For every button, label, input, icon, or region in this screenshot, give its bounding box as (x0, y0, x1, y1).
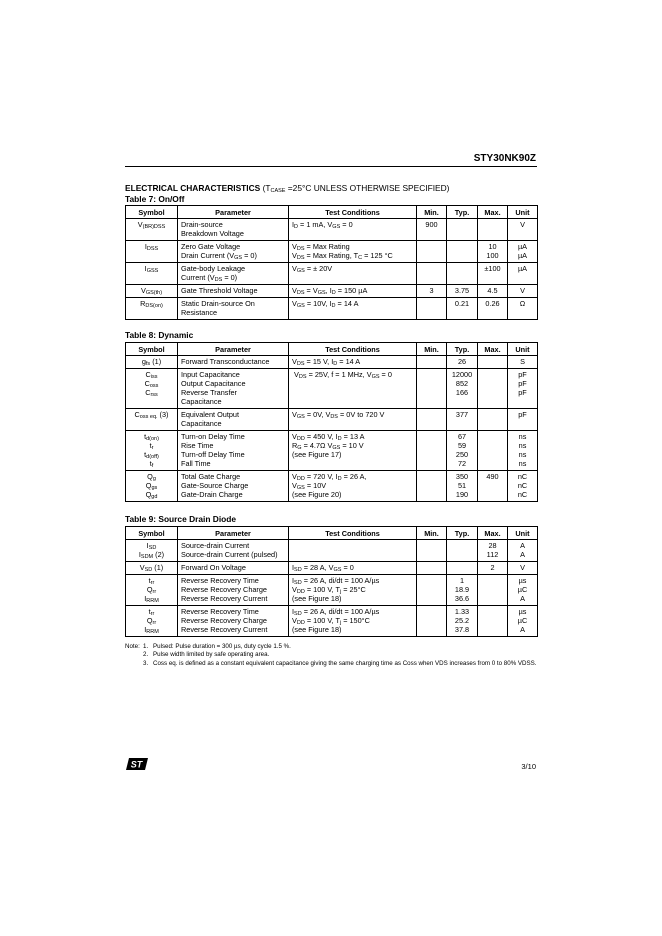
min-cell: 900 (417, 219, 447, 241)
typ-cell (447, 540, 478, 562)
table-row (126, 219, 538, 241)
max-cell: 2 (478, 562, 508, 575)
table-row (126, 356, 538, 369)
max-cell: 0.26 (478, 298, 508, 320)
cond-cell: $I_D = 1$ mA, $V_{GS} = 0$ (289, 219, 417, 241)
cond-cell: $V_{DS}$ = Max Rating $V_{DS}$ = Max Rating, $T_C = 125$ °C (289, 241, 417, 263)
typ-cell: 1.33 25.2 37.8 (447, 606, 478, 637)
table-source-drain-diode (125, 526, 538, 637)
min-cell (417, 263, 447, 285)
unit-cell: S (508, 356, 538, 369)
typ-cell (447, 219, 478, 241)
unit-cell: nC nC nC (508, 471, 538, 502)
symbol-cell: $I_{GSS}$ (126, 263, 178, 285)
note-number: 3. (143, 659, 149, 667)
note-item (125, 643, 545, 651)
unit-cell: V (508, 562, 538, 575)
cond-cell: $V_{DD} = 720$ V, $I_D = 26$ A, $V_{GS} = 10V$ (see Figure 20) (289, 471, 417, 502)
table-row (126, 285, 538, 298)
col-test-conditions: Test Conditions (289, 343, 417, 356)
unit-cell: A A (508, 540, 538, 562)
col-max: Max. (478, 206, 508, 219)
typ-cell: 0.21 (447, 298, 478, 320)
max-cell (478, 575, 508, 606)
symbol-cell: $C_{iss}$ $C_{oss}$ $C_{rss}$ (126, 369, 178, 409)
symbol-cell: $I_{DSS}$ (126, 241, 178, 263)
table-row (126, 263, 538, 285)
table-row (126, 431, 538, 471)
symbol-cell: $t_{rr}$ $Q_{rr}$ $I_{RRM}$ (126, 575, 178, 606)
typ-cell: 3.75 (447, 285, 478, 298)
cond-rest: =25°C UNLESS OTHERWISE SPECIFIED) (285, 183, 450, 193)
typ-cell: 377 (447, 409, 478, 431)
cond-cell: $V_{DS} = 25V$, f = 1 MHz, $V_{GS} = 0$ (289, 369, 417, 409)
min-cell (417, 356, 447, 369)
unit-cell: Ω (508, 298, 538, 320)
typ-cell: 12000 852 166 (447, 369, 478, 409)
cond-sub: CASE (270, 188, 286, 194)
min-cell (417, 298, 447, 320)
min-cell (417, 409, 447, 431)
table-row (126, 562, 538, 575)
symbol-cell: $Q_g$ $Q_{gs}$ $Q_{gd}$ (126, 471, 178, 502)
table-row (126, 241, 538, 263)
max-cell: 10 100 (478, 241, 508, 263)
min-cell (417, 431, 447, 471)
max-cell (478, 409, 508, 431)
unit-cell: µA (508, 263, 538, 285)
unit-cell: µs µC A (508, 606, 538, 637)
param-cell: Forward Transconductance (178, 356, 289, 369)
note-item (125, 651, 545, 659)
min-cell (417, 562, 447, 575)
note-spacer (125, 660, 143, 668)
typ-cell: 350 51 190 (447, 471, 478, 502)
min-cell (417, 575, 447, 606)
typ-cell: 67 59 250 72 (447, 431, 478, 471)
param-cell: Reverse Recovery Time Reverse Recovery Charge Reverse Recovery Current (178, 606, 289, 637)
col-min: Min. (417, 343, 447, 356)
cond-cell: $I_{SD} = 26$ A, di/dt = 100 A/µs $V_{DD} = 100$ V, $T_j = 25^\circ C$ (see Figure 18) (289, 575, 417, 606)
header-divider (125, 166, 537, 167)
table7-title: Table 7: On/Off (125, 194, 185, 204)
col-symbol: Symbol (126, 206, 178, 219)
symbol-cell: $V_{GS(th)}$ (126, 285, 178, 298)
typ-cell (447, 562, 478, 575)
table8-title: Table 8: Dynamic (125, 330, 194, 340)
col-max: Max. (478, 343, 508, 356)
part-number: STY30NK90Z (473, 153, 536, 164)
table-row (126, 471, 538, 502)
min-cell (417, 606, 447, 637)
note-number: 1. (143, 643, 149, 650)
note-text: Pulsed: Pulse duration = 300 µs, duty cycle 1.5 %. (153, 643, 291, 650)
typ-cell (447, 241, 478, 263)
min-cell (417, 540, 447, 562)
param-cell: Forward On Voltage (178, 562, 289, 575)
cond-cell: $V_{DS} = 15$ V, $I_D = 14$ A (289, 356, 417, 369)
typ-cell (447, 263, 478, 285)
unit-cell: µA µA (508, 241, 538, 263)
table-row (126, 369, 538, 409)
symbol-cell: $g_{fs}$ (1) (126, 356, 178, 369)
cond-cell: $V_{DD} = 450$ V, $I_D = 13$ A $R_G = 4.7\Omega$ $V_{GS} = 10$ V (see Figure 17) (289, 431, 417, 471)
max-cell (478, 431, 508, 471)
min-cell (417, 241, 447, 263)
param-cell: Static Drain-source On Resistance (178, 298, 289, 320)
cond-cell: $V_{GS} = 0V$, $V_{DS} = 0V$ to 720 V (289, 409, 417, 431)
cond-cell (289, 540, 417, 562)
cond-cell: $I_{SD} = 26$ A, di/dt = 100 A/µs $V_{DD} = 100$ V, $T_j = 150^\circ C$ (see Figure 18) (289, 606, 417, 637)
svg-text:ST: ST (130, 759, 143, 770)
cond-cell: $I_{SD} = 28$ A, $V_{GS} = 0$ (289, 562, 417, 575)
st-logo-icon (126, 758, 148, 770)
electrical-characteristics-title (125, 183, 449, 193)
col-parameter: Parameter (178, 527, 289, 540)
note-item (125, 660, 545, 668)
page-number: 3/10 (521, 762, 536, 771)
min-cell (417, 471, 447, 502)
max-cell: ±100 (478, 263, 508, 285)
table-row (126, 409, 538, 431)
col-max: Max. (478, 527, 508, 540)
param-cell: Gate Threshold Voltage (178, 285, 289, 298)
table-row (126, 606, 538, 637)
param-cell: Input Capacitance Output Capacitance Reverse Transfer Capacitance (178, 369, 289, 409)
cond-cell: $V_{GS}$ = ± 20V (289, 263, 417, 285)
col-symbol: Symbol (126, 527, 178, 540)
table-row (126, 298, 538, 320)
param-cell: Zero Gate Voltage Drain Current $(V_{GS} = 0)$ (178, 241, 289, 263)
unit-cell: pF pF pF (508, 369, 538, 409)
col-min: Min. (417, 206, 447, 219)
param-cell: Source-drain Current Source-drain Current (pulsed) (178, 540, 289, 562)
col-typ: Typ. (447, 343, 478, 356)
symbol-cell: $R_{DS(on)}$ (126, 298, 178, 320)
note-spacer (125, 651, 143, 659)
col-unit: Unit (508, 527, 538, 540)
param-cell: Turn-on Delay Time Rise Time Turn-off Delay Time Fall Time (178, 431, 289, 471)
col-parameter: Parameter (178, 206, 289, 219)
param-cell: Total Gate Charge Gate-Source Charge Gate-Drain Charge (178, 471, 289, 502)
param-cell: Drain-source Breakdown Voltage (178, 219, 289, 241)
symbol-cell: $I_{SD}$ $I_{SDM}$ (2) (126, 540, 178, 562)
symbol-cell: $V_{(BR)DSS}$ (126, 219, 178, 241)
col-unit: Unit (508, 206, 538, 219)
max-cell: 490 (478, 471, 508, 502)
table9-title: Table 9: Source Drain Diode (125, 514, 237, 524)
max-cell (478, 369, 508, 409)
symbol-cell: $C_{oss eq.}$ (3) (126, 409, 178, 431)
col-symbol: Symbol (126, 343, 178, 356)
max-cell (478, 219, 508, 241)
col-typ: Typ. (447, 206, 478, 219)
param-cell: Reverse Recovery Time Reverse Recovery Charge Reverse Recovery Current (178, 575, 289, 606)
table-dynamic (125, 342, 538, 502)
section-heading: ELECTRICAL CHARACTERISTICS (125, 183, 261, 193)
param-cell: Gate-body Leakage Current $(V_{DS} = 0)$ (178, 263, 289, 285)
col-test-conditions: Test Conditions (289, 527, 417, 540)
typ-cell: 1 18.9 36.6 (447, 575, 478, 606)
col-unit: Unit (508, 343, 538, 356)
note-number: 2. (143, 651, 149, 659)
unit-cell: pF (508, 409, 538, 431)
max-cell (478, 606, 508, 637)
cond-cell: $V_{GS} = 10V$, $I_D = 14$ A (289, 298, 417, 320)
col-min: Min. (417, 527, 447, 540)
col-test-conditions: Test Conditions (289, 206, 417, 219)
notes (125, 643, 545, 668)
table-on-off (125, 205, 538, 320)
param-cell: Equivalent Output Capacitance (178, 409, 289, 431)
typ-cell: 26 (447, 356, 478, 369)
unit-cell: ns ns ns ns (508, 431, 538, 471)
min-cell: 3 (417, 285, 447, 298)
note-text: Coss eq. is defined as a constant equivalent capacitance giving the same charging time as Coss when VDS increases from 0 to 80% VDSS. (153, 659, 537, 667)
note-text: Pulse width limited by safe operating area. (153, 651, 270, 659)
symbol-cell: $V_{SD}$ (1) (126, 562, 178, 575)
note-label: Note: (125, 643, 140, 650)
table-row (126, 540, 538, 562)
symbol-cell: $t_{rr}$ $Q_{rr}$ $I_{RRM}$ (126, 606, 178, 637)
unit-cell: µs µC A (508, 575, 538, 606)
symbol-cell: $t_{d(on)}$ $t_r$ $t_{d(off)}$ $t_f$ (126, 431, 178, 471)
cond-cell: $V_{DS} = V_{GS}$, $I_D = 150$ µA (289, 285, 417, 298)
max-cell: 4.5 (478, 285, 508, 298)
max-cell (478, 356, 508, 369)
col-parameter: Parameter (178, 343, 289, 356)
table-row (126, 575, 538, 606)
unit-cell: V (508, 219, 538, 241)
cond-open: (T (262, 183, 271, 193)
max-cell: 28 112 (478, 540, 508, 562)
unit-cell: V (508, 285, 538, 298)
col-typ: Typ. (447, 527, 478, 540)
min-cell (417, 369, 447, 409)
